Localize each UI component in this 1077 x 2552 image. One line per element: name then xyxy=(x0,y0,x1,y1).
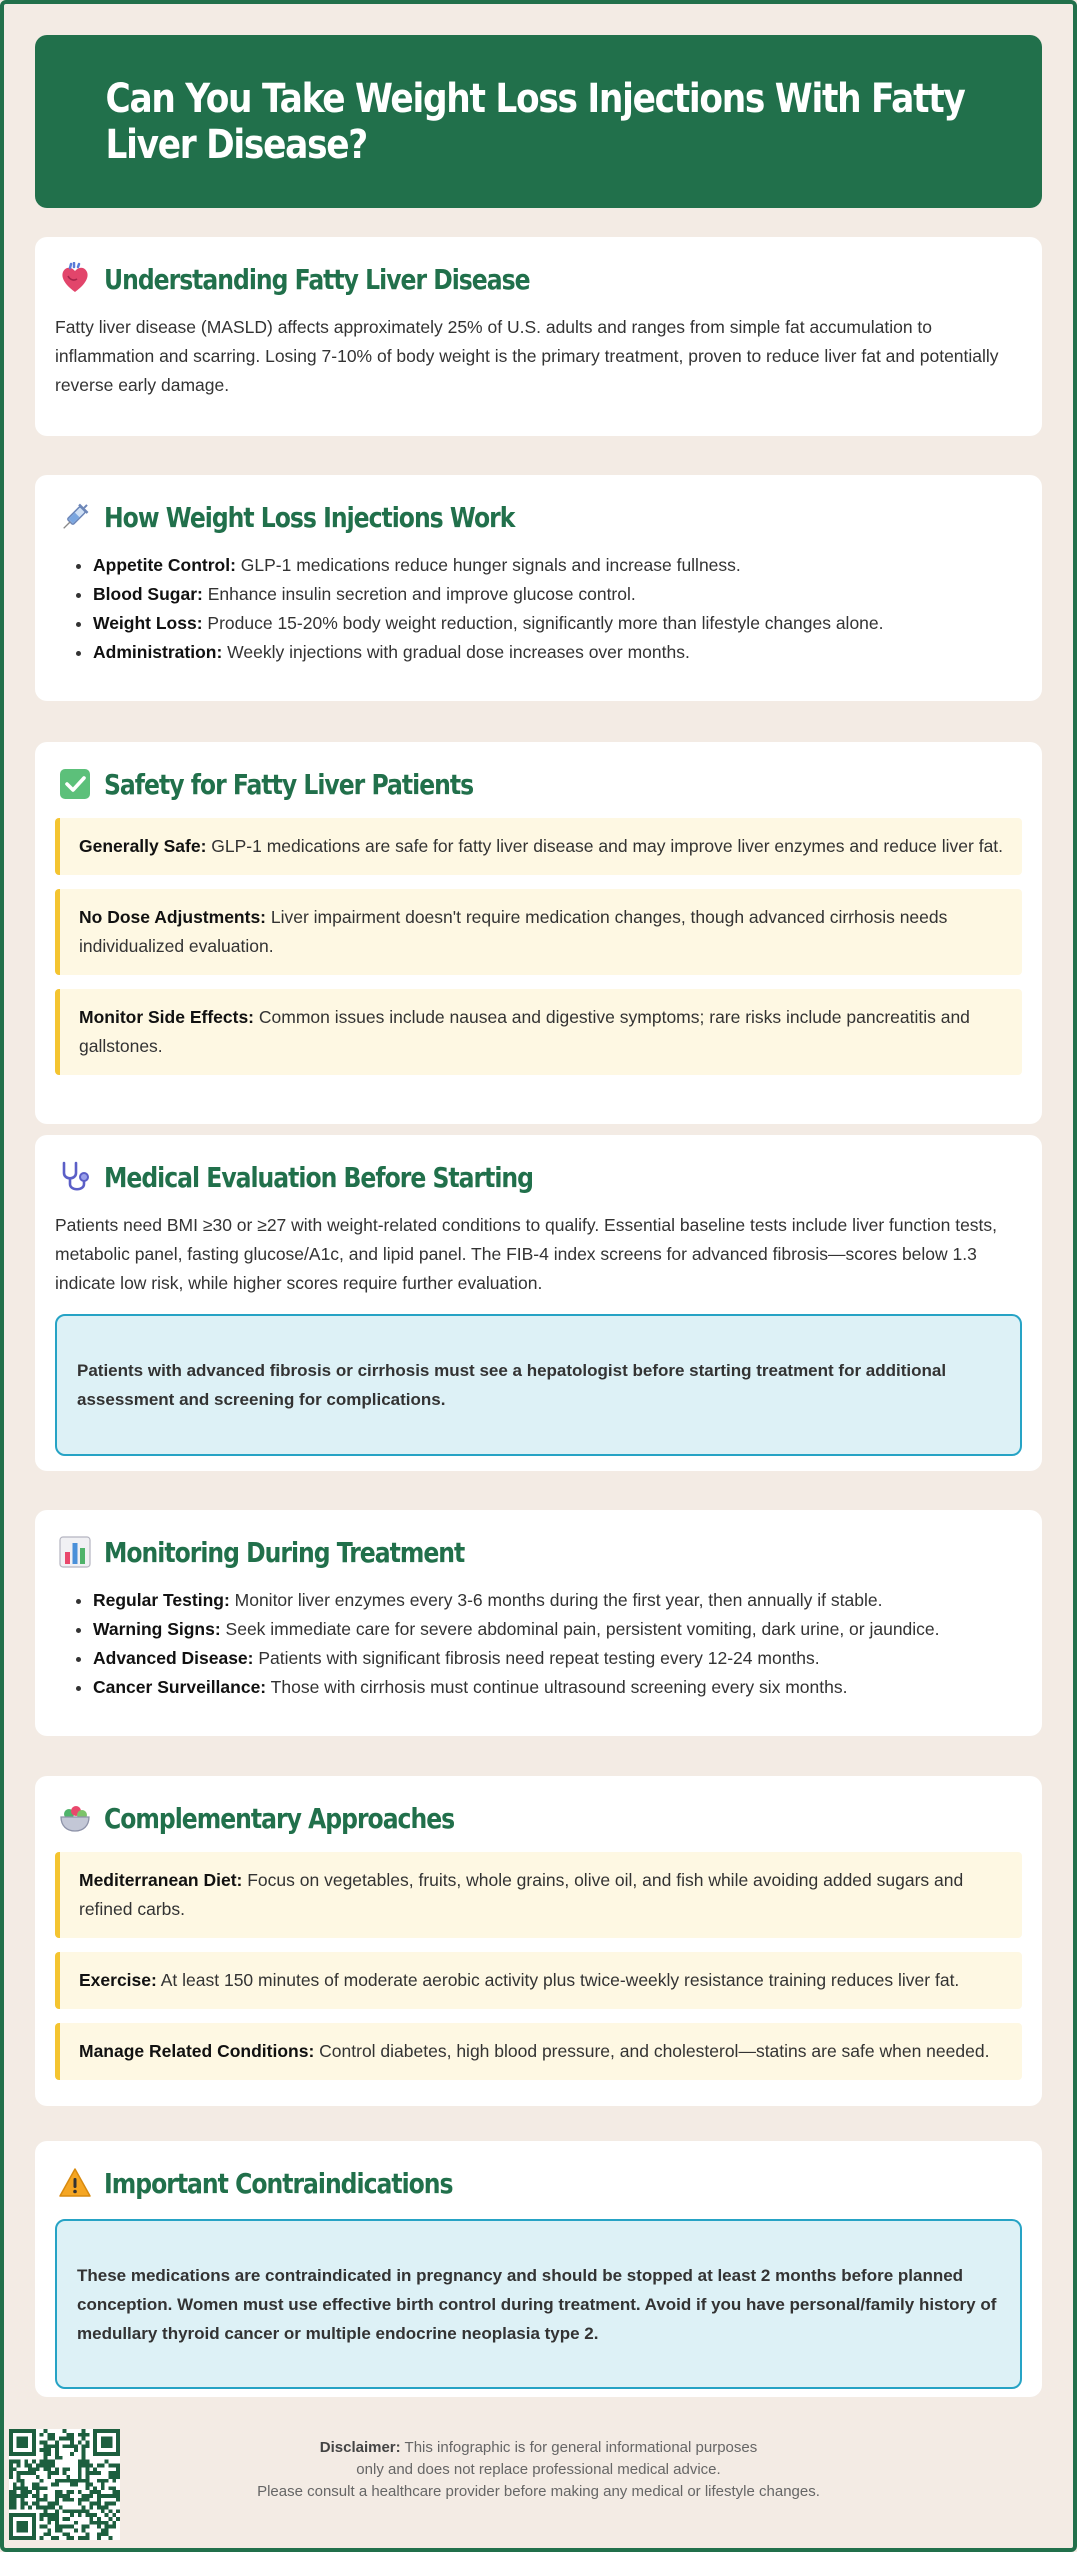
highlight-box xyxy=(55,1852,1022,1938)
item-label: Blood Sugar: xyxy=(93,584,203,604)
list-item xyxy=(93,1673,1022,1702)
list-item xyxy=(93,638,1022,667)
card-title-row xyxy=(55,1157,1022,1197)
section-heading: Safety for Fatty Liver Patients xyxy=(104,767,474,801)
qr-code-icon xyxy=(9,2429,120,2540)
box-label: No Dose Adjustments: xyxy=(79,907,267,927)
box-text: Control diabetes, high blood pressure, and cholesterol—statins are safe when needed. xyxy=(314,2041,990,2061)
section-paragraph: Patients need BMI ≥30 or ≥27 with weight-related conditions to qualify. Essential baseline tests include liver function tests, metabolic panel, fasting glucose/A1c, and lipid panel. The FIB-4 index screens for advanced fibrosis—scores below 1.3 indicate low risk, while higher scores require further evaluation. xyxy=(55,1215,998,1293)
syringe-icon xyxy=(58,500,92,534)
box-text: At least 150 minutes of moderate aerobic activity plus twice-weekly resistance training reduces liver fat. xyxy=(156,1970,960,1990)
card-title-row xyxy=(55,259,1022,299)
card-title-row xyxy=(55,497,1022,537)
item-text: Seek immediate care for severe abdominal pain, persistent vomiting, dark urine, or jaundice. xyxy=(220,1619,940,1639)
box-label: Exercise: xyxy=(79,1970,157,1990)
item-label: Appetite Control: xyxy=(93,555,236,575)
list-item xyxy=(93,1615,1022,1644)
item-text: Monitor liver enzymes every 3-6 months during the first year, then annually if stable. xyxy=(229,1590,883,1610)
section-heading: How Weight Loss Injections Work xyxy=(104,500,515,534)
page-header xyxy=(35,35,1042,208)
card-title-row xyxy=(55,764,1022,804)
check-mark-icon xyxy=(58,767,92,801)
card-complementary xyxy=(35,1776,1042,2106)
item-label: Advanced Disease: xyxy=(93,1648,254,1668)
item-label: Regular Testing: xyxy=(93,1590,230,1610)
item-label: Administration: xyxy=(93,642,223,662)
box-label: Monitor Side Effects: xyxy=(79,1007,255,1027)
highlight-box xyxy=(55,2023,1022,2080)
alert-text: These medications are contraindicated in pregnancy and should be stopped at least 2 months before planned conception. Women must use effective birth control during treatment. Avoid if you have personal/family history of medullary thyroid cancer or multiple endocrine neoplasia type 2. xyxy=(77,2265,997,2343)
stethoscope-icon xyxy=(58,1160,92,1194)
item-label: Weight Loss: xyxy=(93,613,203,633)
highlight-box xyxy=(55,1952,1022,2009)
salad-bowl-icon xyxy=(58,1801,92,1835)
item-label: Cancer Surveillance: xyxy=(93,1677,267,1697)
card-how-injections-work xyxy=(35,475,1042,701)
card-title-row xyxy=(55,1532,1022,1572)
highlight-box xyxy=(55,818,1022,875)
card-contraindications xyxy=(35,2141,1042,2397)
item-text: Enhance insulin secretion and improve glucose control. xyxy=(202,584,636,604)
box-label: Manage Related Conditions: xyxy=(79,2041,315,2061)
card-title-row xyxy=(55,2163,1022,2203)
list-item xyxy=(93,609,1022,638)
alert-text: Patients with advanced fibrosis or cirrhosis must see a hepatologist before starting treatment for additional assessment and screening for complications. xyxy=(77,1361,947,1409)
list-item xyxy=(93,1586,1022,1615)
anatomical-heart-icon xyxy=(58,262,92,296)
disclaimer-label: Disclaimer: xyxy=(319,2439,401,2456)
section-heading: Medical Evaluation Before Starting xyxy=(104,1160,533,1194)
card-monitoring xyxy=(35,1510,1042,1736)
alert-box xyxy=(55,2219,1022,2389)
item-text: GLP-1 medications reduce hunger signals and increase fullness. xyxy=(235,555,741,575)
list-item xyxy=(93,551,1022,580)
item-label: Warning Signs: xyxy=(93,1619,221,1639)
section-paragraph: Fatty liver disease (MASLD) affects approximately 25% of U.S. adults and ranges from simple fat accumulation to inflammation and scarring. Losing 7-10% of body weight is the primary treatment, proven to reduce liver fat and potentially reverse early damage. xyxy=(55,317,999,395)
card-title-row xyxy=(55,1798,1022,1838)
box-text: Common issues include nausea and digestive symptoms; rare risks include pancreatitis and gallstones. xyxy=(79,1007,970,1056)
item-text: Produce 15-20% body weight reduction, significantly more than lifestyle changes alone. xyxy=(202,613,884,633)
warning-icon xyxy=(58,2166,92,2200)
bullet-list xyxy=(55,551,1022,667)
disclaimer-line: Please consult a healthcare provider before making any medical or lifestyle changes. xyxy=(257,2483,820,2500)
list-item xyxy=(93,1644,1022,1673)
box-label: Generally Safe: xyxy=(79,836,207,856)
bar-chart-icon xyxy=(58,1535,92,1569)
bullet-list xyxy=(55,1586,1022,1702)
section-heading: Important Contraindications xyxy=(104,2166,453,2200)
disclaimer-line: only and does not replace professional medical advice. xyxy=(356,2461,721,2478)
item-text: Those with cirrhosis must continue ultrasound screening every six months. xyxy=(266,1677,848,1697)
card-understanding xyxy=(35,237,1042,436)
alert-box xyxy=(55,1314,1022,1456)
card-safety xyxy=(35,742,1042,1124)
section-heading: Complementary Approaches xyxy=(104,1801,455,1835)
box-text: Liver impairment doesn't require medication changes, though advanced cirrhosis needs individualized evaluation. xyxy=(79,907,948,956)
section-heading: Understanding Fatty Liver Disease xyxy=(104,262,530,296)
box-text: GLP-1 medications are safe for fatty liver disease and may improve liver enzymes and reduce liver fat. xyxy=(206,836,1004,856)
highlight-box xyxy=(55,889,1022,975)
box-label: Mediterranean Diet: xyxy=(79,1870,243,1890)
item-text: Weekly injections with gradual dose increases over months. xyxy=(222,642,690,662)
disclaimer xyxy=(200,2437,877,2503)
disclaimer-text: This infographic is for general informational purposes xyxy=(400,2439,758,2456)
item-text: Patients with significant fibrosis need repeat testing every 12-24 months. xyxy=(253,1648,820,1668)
section-heading: Monitoring During Treatment xyxy=(104,1535,465,1569)
page-title: Can You Take Weight Loss Injections With Fatty Liver Disease? xyxy=(105,75,965,168)
highlight-box xyxy=(55,989,1022,1075)
card-medical-evaluation xyxy=(35,1135,1042,1471)
list-item xyxy=(93,580,1022,609)
box-text: Focus on vegetables, fruits, whole grains, olive oil, and fish while avoiding added sugars and refined carbs. xyxy=(79,1870,964,1919)
disclaimer-line xyxy=(200,2437,877,2459)
